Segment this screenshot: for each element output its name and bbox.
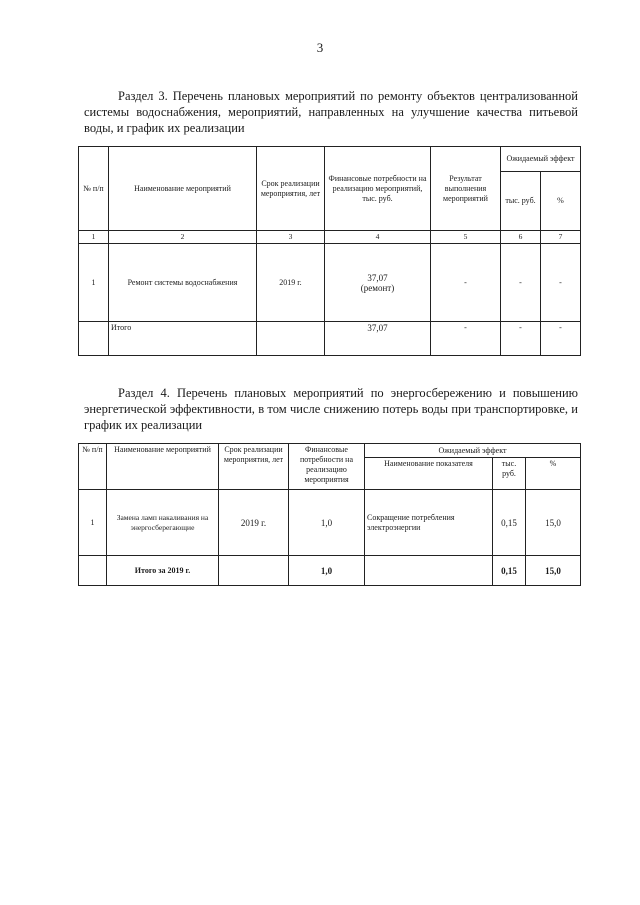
row-percent: 15,0 xyxy=(526,490,581,556)
total-term xyxy=(257,322,325,356)
col-header-term: Срок реализации мероприятия, лет xyxy=(257,147,325,231)
section-3-heading xyxy=(84,88,578,136)
row-name: Замена ламп накаливания на энергосберегающие xyxy=(107,490,219,556)
row-finance: 1,0 xyxy=(289,490,365,556)
col-header-term: Срок реализации мероприятия, лет xyxy=(219,444,289,490)
table-row xyxy=(79,244,581,322)
total-percent: 15,0 xyxy=(526,556,581,586)
row-term: 2019 г. xyxy=(257,244,325,322)
page-number: 3 xyxy=(316,40,324,55)
row-result: - xyxy=(431,244,501,322)
total-row xyxy=(79,556,581,586)
total-num xyxy=(79,556,107,586)
section-4-table xyxy=(78,443,581,586)
total-finance: 1,0 xyxy=(289,556,365,586)
total-percent: - xyxy=(541,322,581,356)
total-term xyxy=(219,556,289,586)
row-thousand: 0,15 xyxy=(493,490,526,556)
total-thousand: - xyxy=(501,322,541,356)
total-result: - xyxy=(431,322,501,356)
col-header-name: Наименование мероприятий xyxy=(109,147,257,231)
col-header-finance: Финансовые потребности на реализацию мероприятий, тыс. руб. xyxy=(325,147,431,231)
row-num: 1 xyxy=(79,244,109,322)
col-header-percent: % xyxy=(541,172,581,231)
col-header-num: № п/п xyxy=(79,147,109,231)
section-3-heading-text: Раздел 3. Перечень плановых мероприятий по ремонту объектов централизованной системы водоснабжения, мероприятий, направленных на улучшение качества питьевой воды, и график их реализации xyxy=(84,89,578,135)
total-finance: 37,07 xyxy=(325,322,431,356)
row-term: 2019 г. xyxy=(219,490,289,556)
col-header-thousand: тыс. руб. xyxy=(501,172,541,231)
col-header-finance: Финансовые потребности на реализацию мероприятия xyxy=(289,444,365,490)
row-indicator: Сокращение потребления электроэнергии xyxy=(365,490,493,556)
total-indicator xyxy=(365,556,493,586)
col-number: 3 xyxy=(257,231,325,244)
col-number: 6 xyxy=(501,231,541,244)
col-header-thousand: тыс. руб. xyxy=(493,458,526,490)
total-num xyxy=(79,322,109,356)
col-header-name: Наименование мероприятий xyxy=(107,444,219,490)
col-number: 1 xyxy=(79,231,109,244)
table-row xyxy=(79,490,581,556)
row-num: 1 xyxy=(79,490,107,556)
column-numbers-row xyxy=(79,231,581,244)
col-header-num: № п/п xyxy=(79,444,107,490)
row-finance: 37,07 xyxy=(367,272,388,283)
total-label: Итого xyxy=(109,322,257,356)
total-row xyxy=(79,322,581,356)
col-number: 4 xyxy=(325,231,431,244)
total-label: Итого за 2019 г. xyxy=(107,556,219,586)
row-finance-note: (ремонт) xyxy=(360,282,395,293)
col-number: 5 xyxy=(431,231,501,244)
col-header-effect: Ожидаемый эффект xyxy=(365,444,581,458)
row-thousand: - xyxy=(501,244,541,322)
col-header-result: Результат выполнения мероприятий xyxy=(431,147,501,231)
row-finance-cell xyxy=(325,244,431,322)
col-header-effect: Ожидаемый эффект xyxy=(501,147,581,172)
col-number: 2 xyxy=(109,231,257,244)
col-header-percent: % xyxy=(526,458,581,490)
row-name: Ремонт системы водоснабжения xyxy=(109,244,257,322)
col-number: 7 xyxy=(541,231,581,244)
section-4-heading-text: Раздел 4. Перечень плановых мероприятий по энергосбережению и повышению энергетической эффективности, в том числе снижению потерь воды при транспортировке, и график их реализации xyxy=(84,386,578,432)
col-header-indicator: Наименование показателя xyxy=(365,458,493,490)
row-percent: - xyxy=(541,244,581,322)
total-thousand: 0,15 xyxy=(493,556,526,586)
section-3-table xyxy=(78,146,581,356)
section-4-heading xyxy=(84,385,578,433)
